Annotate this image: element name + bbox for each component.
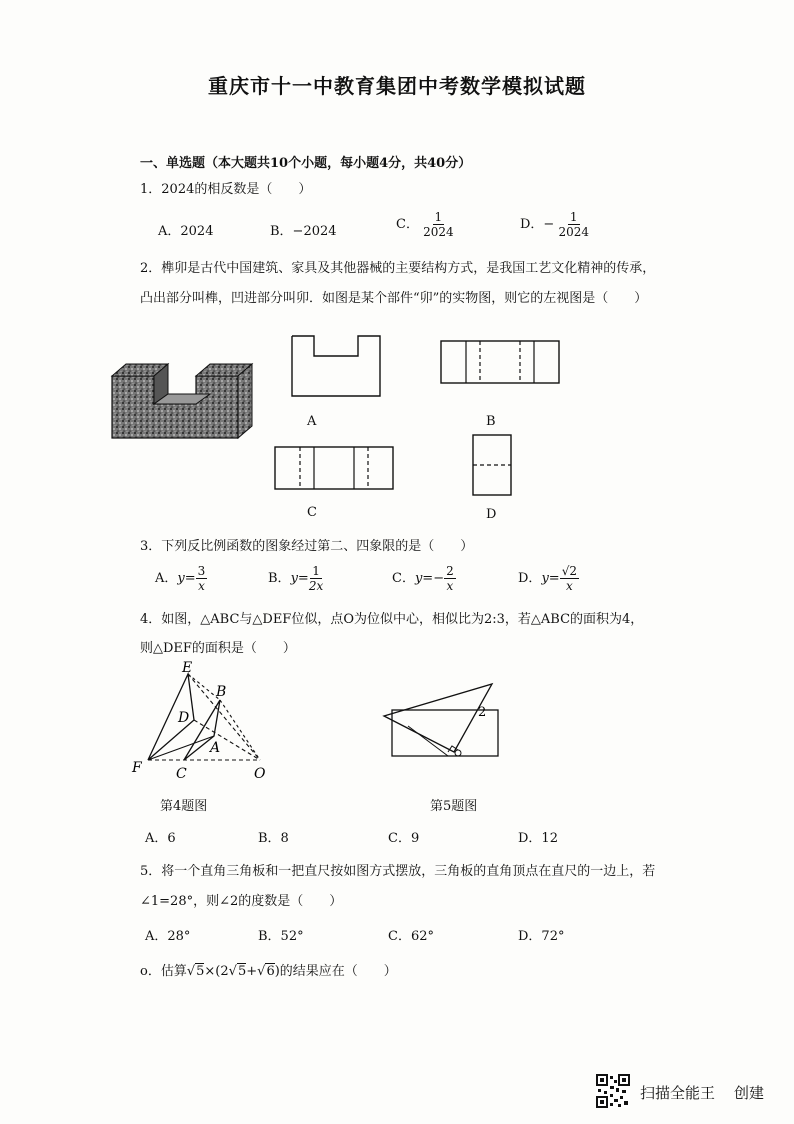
point-label-c: C: [176, 766, 187, 782]
footer-app-name: 扫描全能王: [640, 1084, 716, 1102]
q3-option-b: [268, 564, 323, 593]
q2-option-d-figure: [472, 434, 512, 496]
fraction-denominator: 2024: [558, 225, 590, 239]
q3-option-d-y: y=: [541, 571, 560, 586]
q2-label-d: D: [486, 507, 497, 522]
q6-suffix: )的结果应在（ ）: [274, 964, 397, 979]
q1-option-d-fraction: [558, 210, 589, 239]
section-heading: 一、单选题（本大题共10个小题，每小题4分，共40分）: [140, 156, 472, 171]
q1-option-c-prefix: C．: [396, 217, 419, 232]
fraction-denominator: 2x: [308, 579, 324, 593]
q3-option-a-y: y=: [177, 571, 196, 586]
q3-option-d-prefix: D．: [518, 571, 542, 586]
q5-option-b: B．52°: [258, 929, 304, 944]
q1-option-a: A．2024: [158, 224, 214, 239]
q6-sqrt-term-1: 5: [196, 964, 205, 979]
fraction-denominator: x: [565, 579, 573, 593]
qr-code-icon: [596, 1074, 630, 1108]
fraction-numerator: 3: [197, 564, 206, 578]
q1-option-c-fraction: [423, 210, 454, 239]
fraction-denominator: x: [198, 579, 205, 593]
point-label-b: B: [216, 684, 227, 700]
q4-option-a: A．6: [145, 831, 176, 846]
q2-option-a-figure: [288, 334, 384, 400]
fraction-denominator: x: [446, 579, 454, 593]
q2-stem-line2: 凸出部分叫榫，凹进部分叫卯．如图是某个部件“卯”的实物图，则它的左视图是（ ）: [140, 291, 648, 306]
mortise-block-figure: [104, 360, 270, 444]
point-label-f: F: [132, 760, 142, 776]
figure-5-ruler-triangle: [378, 678, 502, 762]
q5-stem-line1: 5．将一个直角三角板和一把直尺按如图方式摆放，三角板的直角顶点在直尺的一边上，若: [140, 864, 656, 879]
q3-option-a-prefix: A．: [155, 571, 178, 586]
q5-option-d: D．72°: [518, 929, 565, 944]
fraction-numerator: 2: [446, 564, 454, 578]
q2-stem-line1: 2．榫卯是古代中国建筑、家具及其他器械的主要结构方式，是我国工艺文化精神的传承，: [140, 261, 656, 276]
q6-plus: +: [246, 964, 258, 979]
fraction-numerator: √2: [561, 564, 577, 578]
q4-option-b: B．8: [258, 831, 289, 846]
fraction-denominator: 2024: [423, 225, 454, 239]
q2-label-b: B: [486, 414, 496, 429]
q3-stem: 3．下列反比例函数的图象经过第二、四象限的是（ ）: [140, 539, 474, 554]
q4-option-c: C．9: [388, 831, 420, 846]
q6-stem: o．估算√5×(2√5+√6)的结果应在（ ）: [140, 964, 397, 979]
q5-option-a: A．28°: [145, 929, 191, 944]
q6-times: ×(2: [204, 964, 229, 979]
q3-option-a: [155, 564, 207, 593]
q5-option-c: C．62°: [388, 929, 434, 944]
q2-option-c-figure: [274, 446, 394, 490]
q1-option-d-prefix: D．−: [520, 217, 555, 232]
figure-5-angle-2-label: 2: [478, 705, 487, 720]
q6-prefix: o．估算: [140, 964, 187, 979]
q1-stem: 1．2024的相反数是（ ）: [140, 182, 312, 197]
figure-4-caption: 第4题图: [160, 799, 208, 814]
q3-option-c-y: y=−: [414, 571, 445, 586]
q3-option-b-prefix: B．: [268, 571, 291, 586]
q2-label-a: A: [307, 414, 317, 429]
fraction-numerator: 1: [434, 210, 443, 224]
q4-option-d: D．12: [518, 831, 558, 846]
page-title: 重庆市十一中教育集团中考数学模拟试题: [208, 74, 586, 98]
q1-option-b: B．−2024: [270, 224, 337, 239]
q6-sqrt-term-2: 5: [237, 964, 247, 979]
point-label-o: O: [254, 766, 266, 782]
figure-5-caption: 第5题图: [430, 799, 478, 814]
q1-option-c: [396, 210, 454, 239]
q4-stem-line1: 4．如图，△ABC与△DEF位似，点O为位似中心，相似比为2:3，若△ABC的面积为4，: [140, 612, 644, 627]
point-label-a: A: [210, 740, 221, 756]
q3-option-b-y: y=: [290, 571, 309, 586]
figure-4-homothety: [128, 660, 280, 782]
q3-option-d: [518, 564, 579, 593]
q1-option-d: [520, 210, 589, 239]
point-label-d: D: [178, 710, 190, 726]
q2-label-c: C: [307, 505, 317, 520]
q6-sqrt-term-3: 6: [266, 964, 275, 979]
q3-option-c-prefix: C．: [392, 571, 415, 586]
fraction-numerator: 1: [312, 564, 320, 578]
q3-option-c: [392, 564, 456, 593]
footer-action: 创建: [734, 1084, 765, 1102]
point-label-e: E: [182, 660, 193, 676]
q4-stem-line2: 则△DEF的面积是（ ）: [140, 641, 296, 656]
q5-stem-line2: ∠1=28°，则∠2的度数是（ ）: [140, 894, 343, 909]
q2-option-b-figure: [440, 340, 560, 384]
fraction-numerator: 1: [569, 210, 578, 224]
